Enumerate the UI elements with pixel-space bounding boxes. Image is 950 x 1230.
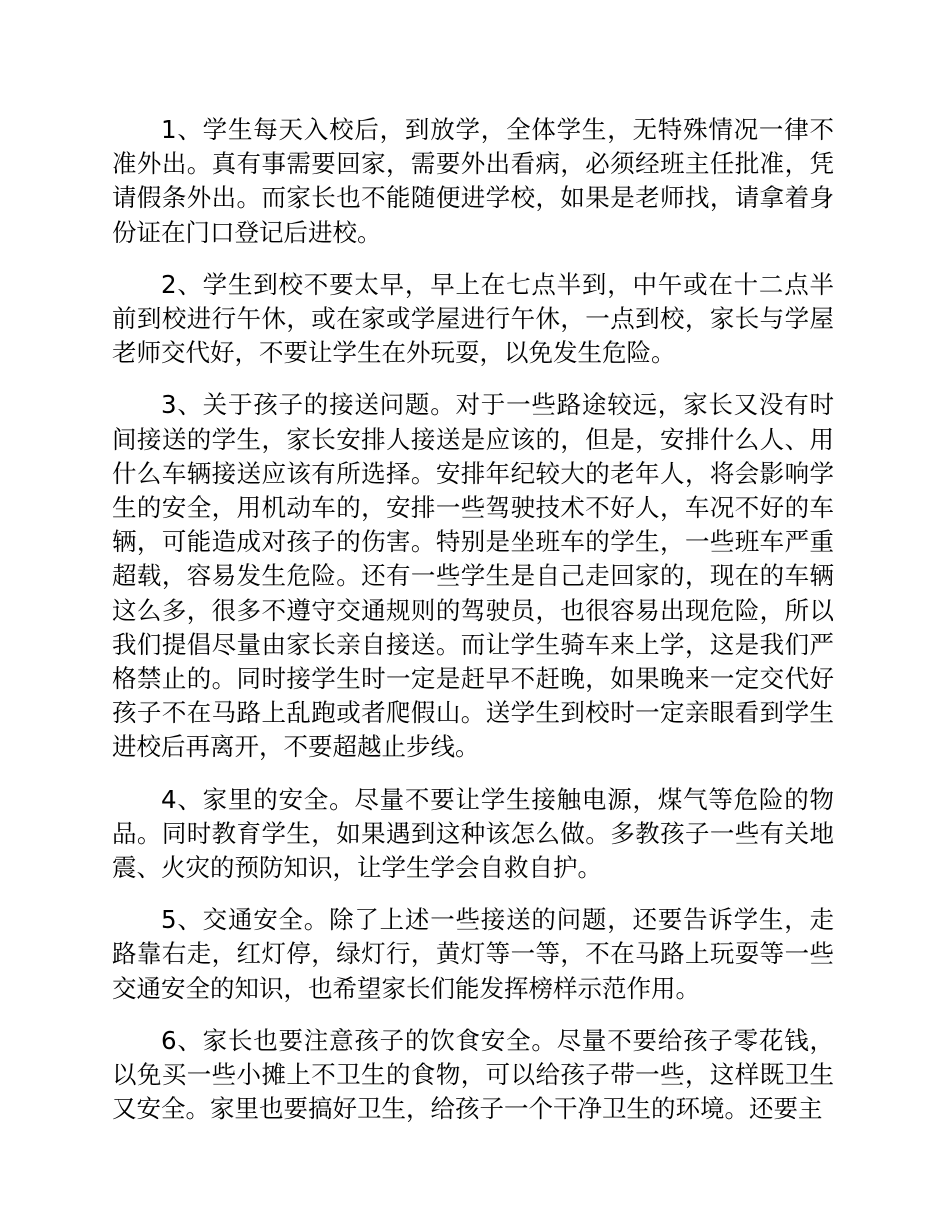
document-body <box>112 113 834 1126</box>
paragraph-1: 1、学生每天入校后，到放学，全体学生，无特殊情况一律不准外出。真有事需要回家，需要外出看病，必须经班主任批准，凭请假条外出。而家长也不能随便进学校，如果是老师找，请拿着身份证在门口登记后进校。 <box>112 115 834 247</box>
paragraph-4: 4、家里的安全。尽量不要让学生接触电源，煤气等危险的物品。同时教育学生，如果遇到这种该怎么做。多教孩子一些有关地震、火灾的预防知识，让学生学会自救自护。 <box>112 784 834 883</box>
paragraph-5: 5、交通安全。除了上述一些接送的问题，还要告诉学生，走路靠右走，红灯停，绿灯行，黄灯等一等，不在马路上玩耍等一些交通安全的知识，也希望家长们能发挥榜样示范作用。 <box>112 905 834 1003</box>
paragraph-6: 6、家长也要注意孩子的饮食安全。尽量不要给孩子零花钱，以免买一些小摊上不卫生的食物，可以给孩子带一些，这样既卫生又安全。家里也要搞好卫生，给孩子一个干净卫生的环境。还要主 <box>112 1025 834 1124</box>
paragraph-2: 2、学生到校不要太早，早上在七点半到，中午或在十二点半前到校进行午休，或在家或学屋进行午休，一点到校，家长与学屋老师交代好，不要让学生在外玩耍，以免发生危险。 <box>112 269 834 368</box>
paragraph-3: 3、关于孩子的接送问题。对于一些路途较远，家长又没有时间接送的学生，家长安排人接送是应该的，但是，安排什么人、用什么车辆接送应该有所选择。安排年纪较大的老年人，将会影响学生的安全，用机动车的，安排一些驾驶技术不好人，车况不好的车辆，可能造成对孩子的伤害。特别是坐班车的学生，一些班车严重超载，容易发生危险。还有一些学生是自己走回家的，现在的车辆这么多，很多不遵守交通规则的驾驶员，也很容易出现危险，所以我们提倡尽量由家长亲自接送。而让学生骑车来上学，这是我们严格禁止的。同时接学生时一定是赶早不赶晚，如果晚来一定交代好孩子不在马路上乱跑或者爬假山。送学生到校时一定亲眼看到学生进校后再离开，不要超越止步线。 <box>112 390 834 762</box>
